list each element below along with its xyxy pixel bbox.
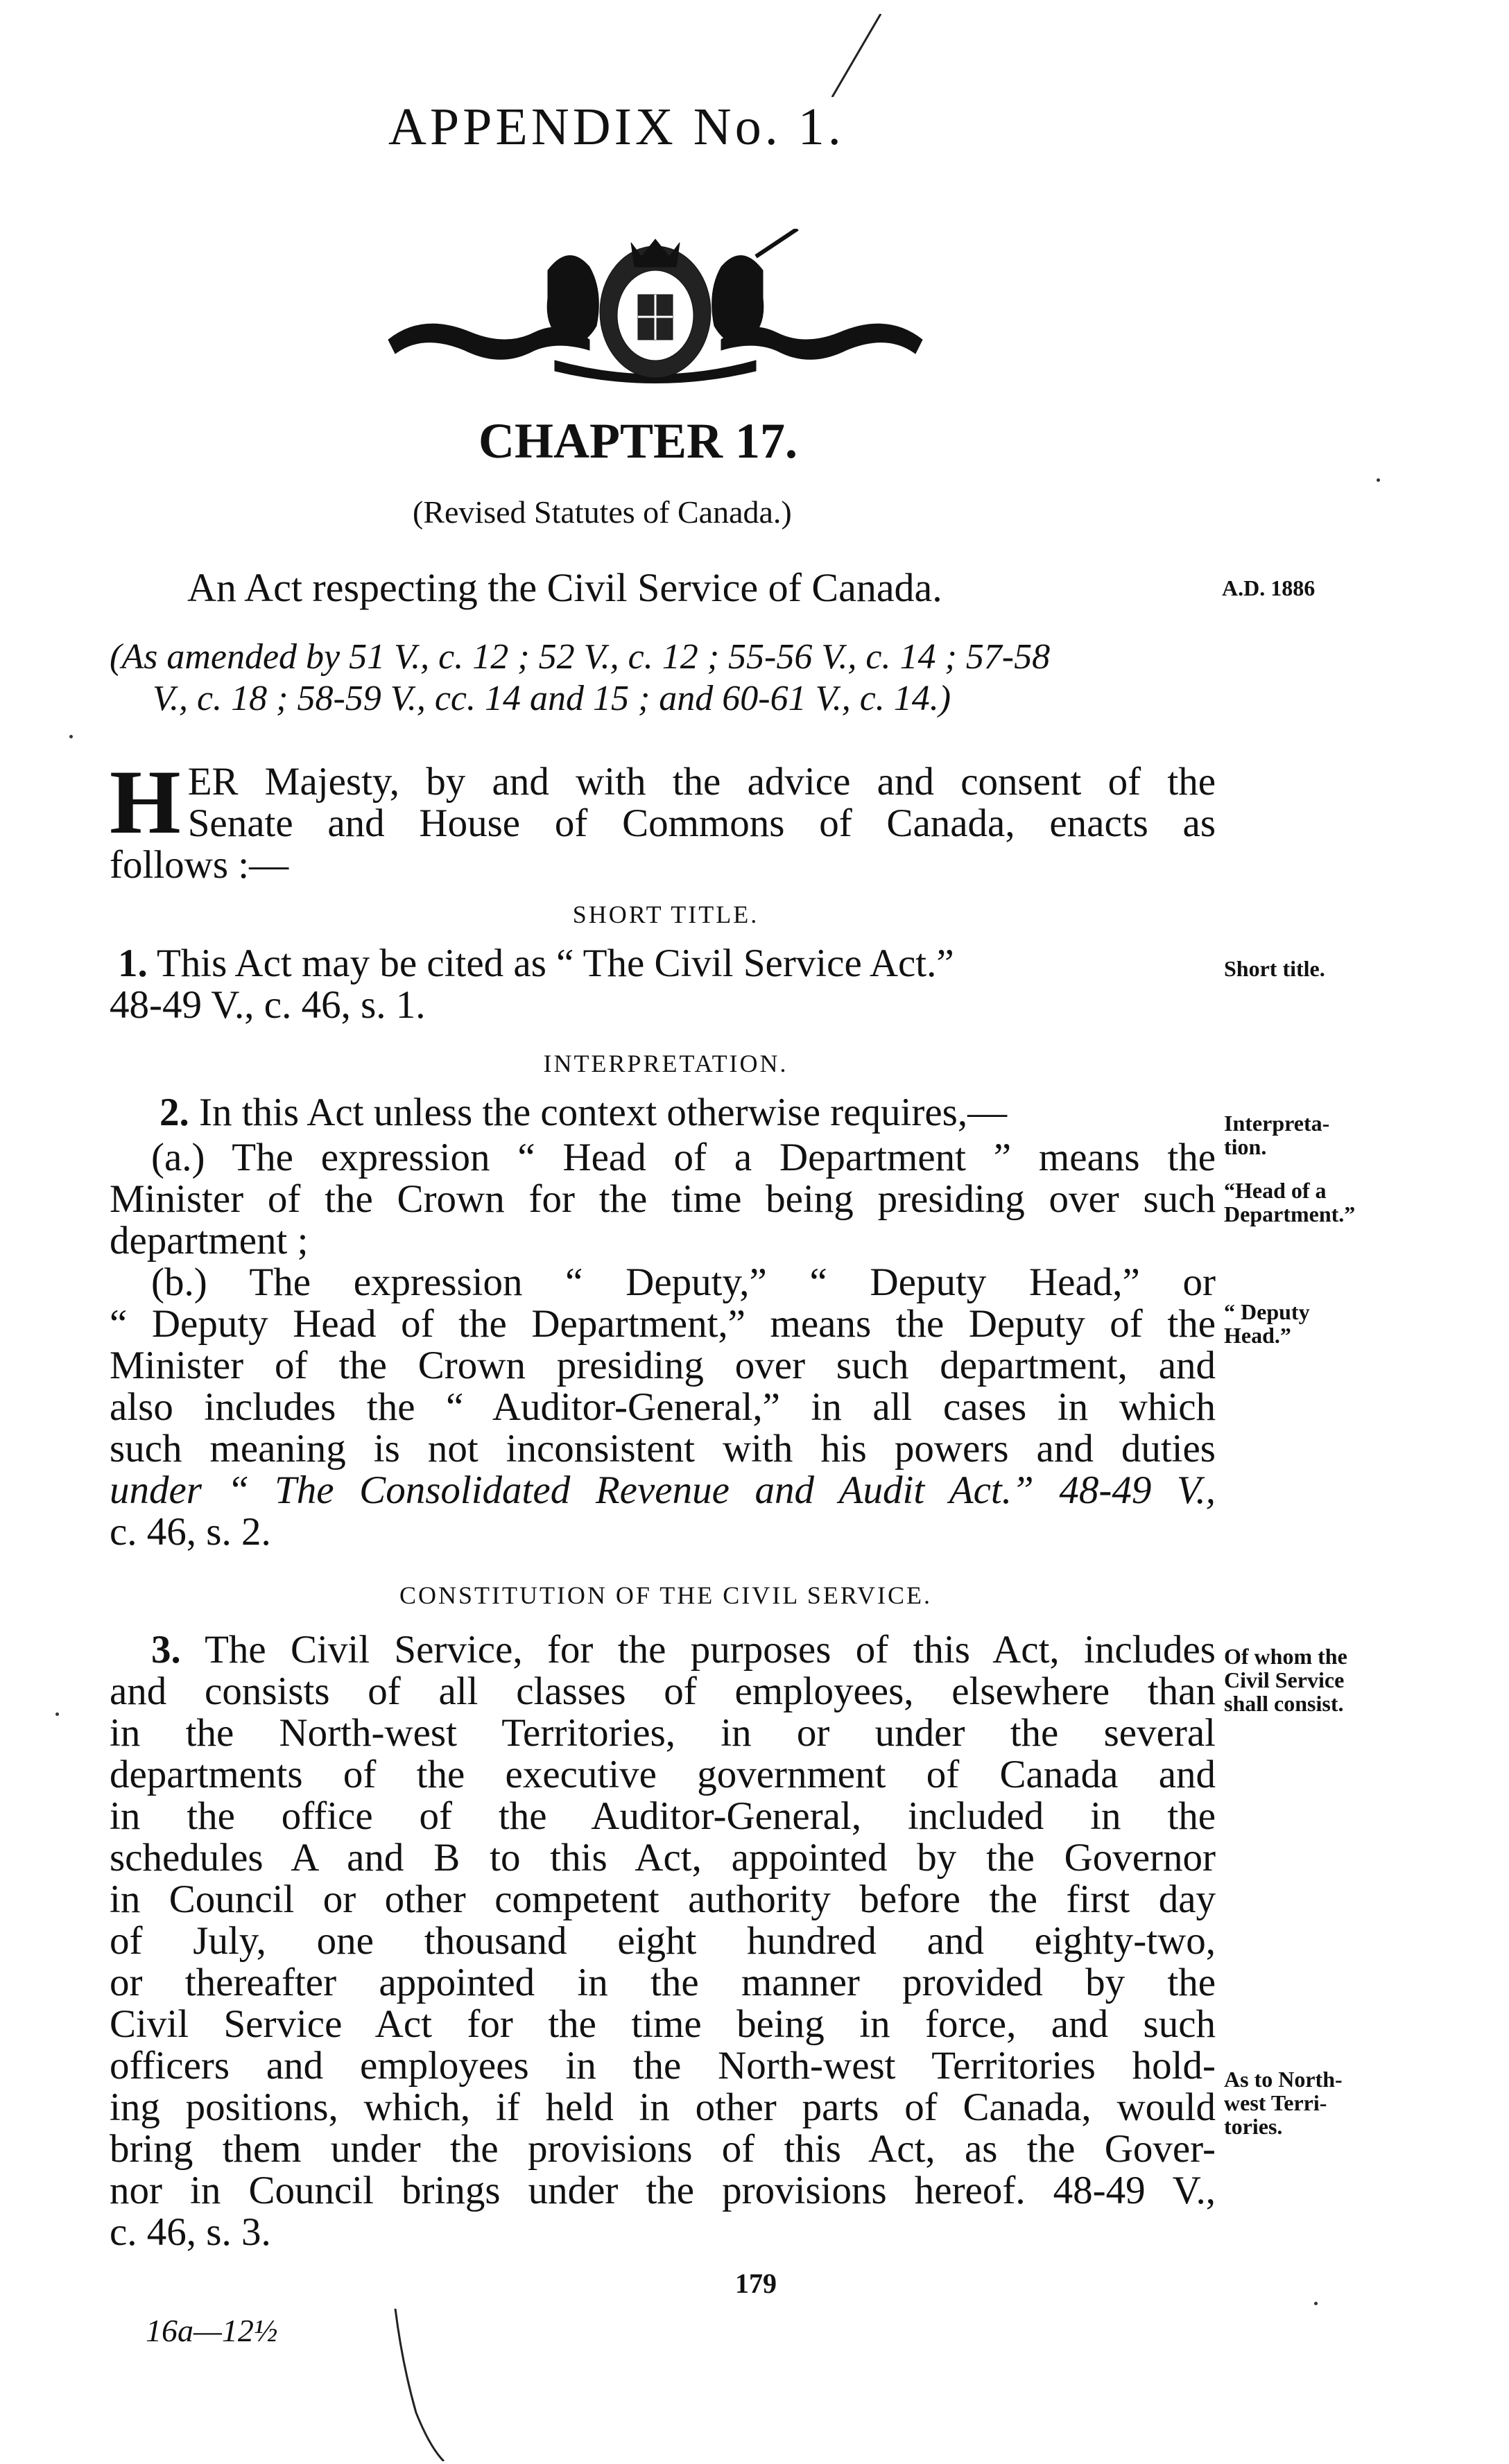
amendment-line-2: V., c. 18 ; 58-59 V., cc. 14 and 15 ; and 60-61 V., c. 14.): [153, 679, 951, 718]
constitution-heading: CONSTITUTION OF THE CIVIL SERVICE.: [399, 1581, 933, 1609]
scan-speck: [69, 735, 73, 738]
section-3-line-1: [110, 1629, 1216, 1671]
section-3-line: schedules A and B to this Act, appointed by the Governor: [110, 1836, 1216, 1880]
section-1: [118, 943, 1214, 984]
enacting-line-1: ER Majesty, by and with the advice and consent of the: [187, 760, 1216, 804]
page-number: 179: [735, 2268, 777, 2299]
chapter-heading: CHAPTER 17.: [478, 413, 798, 469]
section-3-line: in Council or other competent authority before the first day: [110, 1877, 1216, 1921]
margin-note-deputy-head: “ Deputy Head.”: [1224, 1299, 1310, 1348]
margin-note-interpretation: Interpreta-tion.: [1224, 1111, 1330, 1159]
signature-mark: 16a—12½: [146, 2313, 278, 2348]
section-3-line: bring them under the provisions of this Act, as the Gover-: [110, 2127, 1216, 2171]
section-2b: [110, 1262, 1216, 1553]
scan-speck: [1377, 478, 1380, 482]
section-3-line: of July, one thousand eight hundred and eighty-two,: [110, 1919, 1216, 1963]
section-3-line: in the office of the Auditor-General, included in the: [110, 1794, 1216, 1838]
section-2b-line-4: also includes the “ Auditor-General,” in all cases in which: [110, 1385, 1216, 1429]
section-2-number: 2.: [159, 1091, 189, 1134]
section-2a-line-1: (a.) The expression “ Head of a Department ” means the: [151, 1136, 1216, 1179]
margin-note-head-of-department: “Head of a Department.”: [1224, 1178, 1356, 1226]
act-title: An Act respecting the Civil Service of Canada.: [187, 565, 942, 610]
scan-speck: [55, 1712, 59, 1716]
margin-note-short-title: Short title.: [1224, 956, 1325, 981]
scan-line-artifact: [818, 14, 888, 97]
section-3-number: 3.: [151, 1628, 181, 1672]
margin-note-north-west-territories: As to North-west Terri-tories.: [1224, 2067, 1343, 2139]
section-2a-line-2: Minister of the Crown for the time being presiding over such: [110, 1177, 1216, 1221]
section-2b-line-2: “ Deputy Head of the Department,” means the Deputy of the: [110, 1302, 1216, 1346]
section-3-text: The Civil Service, for the purposes of this Act, includes: [205, 1628, 1216, 1672]
scan-line-artifact: [388, 2309, 472, 2461]
section-3: [110, 1629, 1216, 2253]
subtitle: (Revised Statutes of Canada.): [413, 494, 792, 530]
section-3-line: departments of the executive government of Canada and: [110, 1753, 1216, 1796]
interpretation-heading: INTERPRETATION.: [543, 1050, 788, 1077]
coat-of-arms-emblem: [381, 229, 929, 388]
amendment-line-1: (As amended by 51 V., c. 12 ; 52 V., c. 12 ; 55-56 V., c. 14 ; 57-58: [110, 637, 1051, 677]
enacting-line-2: Senate and House of Commons of Canada, enacts as: [187, 801, 1216, 845]
section-3-line: nor in Council brings under the provisions hereof. 48-49 V.,: [110, 2169, 1216, 2212]
margin-note-of-whom-civil-service: Of whom the Civil Service shall consist.: [1224, 1644, 1347, 1716]
section-2b-line-1: (b.) The expression “ Deputy,” “ Deputy Head,” or: [151, 1260, 1216, 1304]
scan-speck: [1314, 2302, 1318, 2305]
section-1-number: 1.: [118, 942, 148, 985]
section-3-line: officers and employees in the North-west Territories hold-: [110, 2044, 1216, 2088]
section-2b-line-7: c. 46, s. 2.: [110, 1510, 271, 1554]
act-year: A.D. 1886: [1222, 575, 1316, 600]
section-1-citation: 48-49 V., c. 46, s. 1.: [110, 983, 426, 1027]
section-2a: [110, 1137, 1216, 1262]
section-3-line: Civil Service Act for the time being in force, and such: [110, 2002, 1216, 2046]
section-1-text: This Act may be cited as “ The Civil Service Act.”: [156, 942, 954, 985]
section-2b-line-6: under “ The Consolidated Revenue and Audit Act.” 48-49 V.,: [110, 1468, 1216, 1512]
section-3-line: in the North-west Territories, in or under the several: [110, 1711, 1216, 1755]
section-2-text: In this Act unless the context otherwise requires,—: [199, 1091, 1008, 1134]
section-2b-line-3: Minister of the Crown presiding over such department, and: [110, 1344, 1216, 1387]
drop-cap-letter: H: [110, 751, 181, 853]
section-3-line: or thereafter appointed in the manner provided by the: [110, 1961, 1216, 2004]
section-3-line: ing positions, which, if held in other parts of Canada, would: [110, 2085, 1216, 2129]
section-3-line: and consists of all classes of employees, elsewhere than: [110, 1669, 1216, 1713]
enacting-clause: [110, 751, 1216, 853]
section-2b-line-5: such meaning is not inconsistent with his powers and duties: [110, 1427, 1216, 1470]
section-3-line: c. 46, s. 3.: [110, 2210, 271, 2254]
short-title-heading: SHORT TITLE.: [572, 901, 759, 928]
appendix-heading: APPENDIX No. 1.: [388, 98, 845, 156]
section-2: [159, 1092, 1214, 1134]
section-2a-line-3: department ;: [110, 1219, 309, 1263]
enacting-line-3: follows :—: [110, 843, 289, 887]
